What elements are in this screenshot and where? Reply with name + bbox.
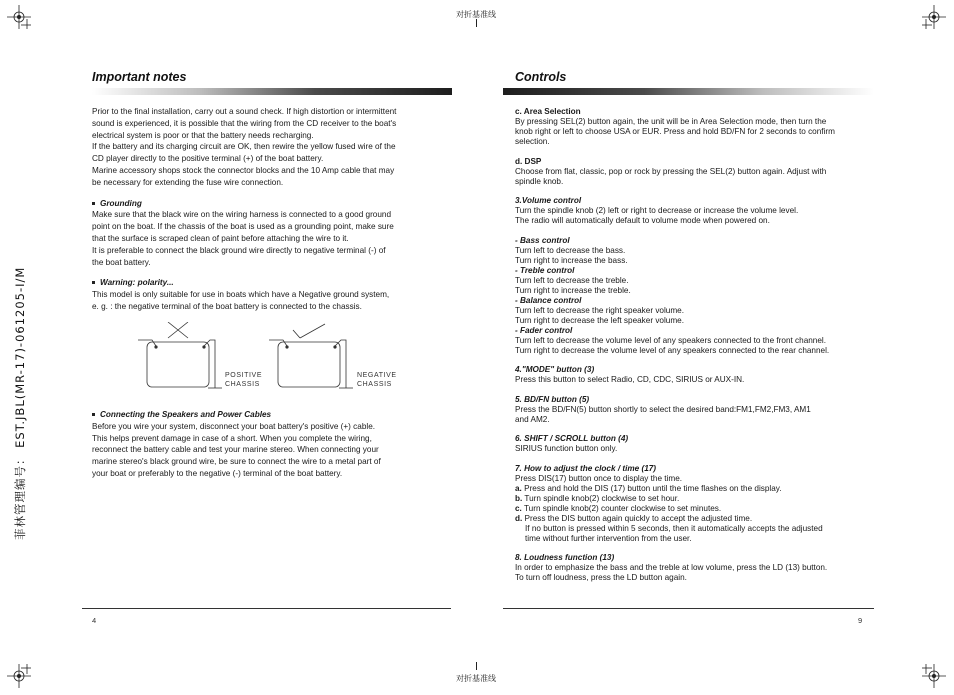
- treble-line: Turn left to decrease the treble.: [515, 275, 629, 285]
- dsp-line: spindle knob.: [515, 176, 564, 186]
- bdfn-button-title: 5. BD/FN button (5): [515, 394, 590, 404]
- left-page-heading: Important notes: [92, 70, 187, 84]
- clock-note-line: time without further intervention from the user.: [525, 533, 692, 543]
- balance-line: Turn left to decrease the right speaker volume.: [515, 305, 684, 315]
- speakers-line: reconnect the battery cable and test your marine stereo. When connecting your: [92, 445, 379, 455]
- left-footer-rule: [82, 608, 451, 609]
- speakers-line: Before you wire your system, disconnect your boat battery's positive (+) cable.: [92, 421, 376, 431]
- fold-line-label-bottom: 对折基准线: [456, 674, 496, 683]
- grounding-line: that the surface is scraped clean of paint before attaching the wire to it.: [92, 233, 349, 243]
- grounding-heading: [92, 198, 452, 210]
- right-heading-bar: [503, 88, 874, 95]
- fader-line: Turn right to decrease the volume level of any speakers connected to the rear channel.: [515, 345, 830, 355]
- right-page-body: [515, 107, 877, 583]
- area-line: selection.: [515, 137, 550, 146]
- right-page-number: 9: [858, 616, 863, 625]
- step-text: Press the DIS button again quickly to accept the adjusted time.: [522, 513, 753, 523]
- bdfn-line: and AM2.: [515, 414, 550, 424]
- registration-mark-top-right: [922, 5, 946, 29]
- area-selection-section: [515, 107, 877, 147]
- step-key: a.: [515, 483, 522, 493]
- speakers-line: marine stereo's black ground wire, be sure to connect the wire to a metal part of: [92, 457, 381, 467]
- intro-line: Prior to the final installation, carry out a sound check. If high distortion or intermittent: [92, 107, 397, 116]
- shift-section: [515, 434, 877, 454]
- right-page-heading: Controls: [515, 70, 567, 84]
- clock-note-line: If no button is pressed within 5 seconds, then it automatically accepts the adjusted: [525, 523, 823, 533]
- treble-line: Turn right to increase the treble.: [515, 285, 631, 295]
- volume-title: 3.Volume control: [515, 196, 582, 205]
- fold-tick-top: [476, 19, 477, 27]
- clock-title: 7. How to adjust the clock / time (17): [515, 463, 657, 473]
- grounding-line: Make sure that the black wire on the wiring harness is connected to a good ground: [92, 210, 392, 220]
- area-line: By pressing SEL(2) button again, the unit will be in Area Selection mode, then turn the: [515, 117, 827, 126]
- clock-step: [515, 514, 877, 524]
- bullet-icon: [92, 281, 95, 284]
- step-key: d.: [515, 513, 523, 523]
- warning-line: This model is only suitable for use in boats which have a Negative ground system,: [92, 290, 390, 300]
- volume-line: The radio will automatically default to volume mode when powered on.: [515, 216, 770, 225]
- intro-paragraph: [92, 106, 452, 189]
- bass-line: Turn left to decrease the bass.: [515, 245, 626, 255]
- speakers-title: Connecting the Speakers and Power Cables: [100, 410, 272, 419]
- step-key: b.: [515, 493, 523, 503]
- grounding-section: [92, 198, 452, 269]
- bass-line: Turn right to increase the bass.: [515, 255, 628, 265]
- warning-line: e. g. : the negative terminal of the boat battery is connected to the chassis.: [92, 301, 362, 311]
- dsp-title: d. DSP: [515, 156, 542, 166]
- bdfn-line: Press the BD/FN(5) button shortly to select the desired band:FM1,FM2,FM3, AM1: [515, 404, 811, 414]
- positive-chassis-label: [225, 371, 262, 389]
- grounding-line: point on the boat. If the chassis of the boat is used as a grounding point, make sure: [92, 222, 394, 232]
- right-footer-rule: [503, 608, 874, 609]
- left-page-body: [92, 106, 452, 313]
- bullet-icon: [92, 202, 95, 205]
- mode-line: Press this button to select Radio, CD, CDC, SIRIUS or AUX-IN.: [515, 375, 745, 384]
- intro-line: If the battery and its charging circuit are OK, then rewire the yellow fused wire of the: [92, 142, 396, 152]
- volume-section: [515, 196, 877, 226]
- clock-section: [515, 464, 877, 544]
- negative-chassis-label: [357, 371, 397, 389]
- speakers-line: your boat or preferably to the negative (-) terminal of the boat battery.: [92, 468, 343, 478]
- clock-step: [515, 494, 877, 504]
- speakers-line: This helps prevent damage in case of a short. When you complete the wiring,: [92, 433, 372, 443]
- warning-heading: [92, 277, 452, 289]
- film-management-number: 菲林管理编号： EST.JBL(MR-17)-061205-I/M: [13, 266, 27, 540]
- step-text: Turn spindle knob(2) counter clockwise to set minutes.: [521, 503, 722, 513]
- left-page-number: 4: [92, 616, 97, 625]
- speakers-heading: [92, 409, 452, 421]
- treble-control-title: - Treble control: [515, 265, 575, 275]
- loudness-line: In order to emphasize the bass and the treble at low volume, press the LD (13) button.: [515, 563, 828, 572]
- dsp-line: Choose from flat, classic, pop or rock by pressing the SEL(2) button again. Adjust with: [515, 166, 827, 176]
- area-line: knob right or left to choose USA or EUR. Press and hold BD/FN for 2 seconds to confirm: [515, 127, 835, 136]
- chassis-label-line: CHASSIS: [225, 381, 260, 388]
- speakers-section: [92, 409, 452, 480]
- fold-line-label-top: 对折基准线: [456, 10, 496, 19]
- chassis-label-line: CHASSIS: [357, 381, 392, 388]
- step-key: c.: [515, 503, 522, 513]
- left-heading-bar: [92, 88, 452, 95]
- bdfn-section: [515, 395, 877, 425]
- clock-intro: Press DIS(17) button once to display the time.: [515, 473, 683, 483]
- area-selection-title: c. Area Selection: [515, 107, 581, 116]
- bullet-icon: [92, 413, 95, 416]
- step-text: Press and hold the DIS (17) button until the time flashes on the display.: [521, 483, 782, 493]
- fader-line: Turn left to decrease the volume level of any speakers connected to the front channel.: [515, 335, 827, 345]
- shift-button-title: 6. SHIFT / SCROLL button (4): [515, 434, 629, 443]
- intro-line: be necessary for extending the fuse wire connection.: [92, 177, 284, 187]
- intro-line: Marine accessory shops stock the connector blocks and the 10 Amp cable that may: [92, 165, 395, 175]
- warning-title: Warning: polarity...: [100, 278, 174, 288]
- intro-line: CD player directly to the positive terminal (+) of the boat battery.: [92, 154, 324, 164]
- mode-section: [515, 365, 877, 385]
- registration-mark-top-left: [7, 5, 31, 29]
- registration-mark-bottom-right: [922, 664, 946, 688]
- negative-label-line: NEGATIVE: [357, 372, 397, 379]
- balance-control-title: - Balance control: [515, 295, 582, 305]
- loudness-line: To turn off loudness, press the LD button again.: [515, 573, 687, 582]
- fold-tick-bottom: [476, 662, 477, 670]
- mode-button-title: 4."MODE" button (3): [515, 365, 595, 374]
- polarity-diagram: [138, 322, 438, 392]
- warning-section: [92, 277, 452, 312]
- volume-line: Turn the spindle knob (2) left or right to decrease or increase the volume level.: [515, 206, 799, 215]
- intro-line: electrical system is poor or that the battery needs recharging.: [92, 130, 314, 140]
- loudness-title: 8. Loudness function (13): [515, 553, 615, 562]
- clock-step: [515, 504, 877, 514]
- grounding-line: the boat battery.: [92, 257, 151, 267]
- step-text: Turn spindle knob(2) clockwise to set hour.: [522, 493, 680, 503]
- registration-mark-bottom-left: [7, 664, 31, 688]
- grounding-line: It is preferable to connect the black ground wire directly to negative terminal (-) of: [92, 245, 386, 255]
- shift-line: SIRIUS function button only.: [515, 444, 618, 453]
- clock-step: [515, 484, 877, 494]
- dsp-section: [515, 157, 877, 187]
- fader-control-title: - Fader control: [515, 325, 573, 335]
- spine-label: [0, 260, 27, 550]
- tone-controls-section: [515, 236, 877, 356]
- balance-line: Turn right to decrease the left speaker volume.: [515, 315, 684, 325]
- loudness-section: [515, 553, 877, 583]
- grounding-title: Grounding: [100, 198, 142, 208]
- bass-control-title: - Bass control: [515, 235, 570, 245]
- positive-label-line: POSITIVE: [225, 372, 263, 379]
- intro-line: sound is experienced, it is possible that the wiring from the CD receiver to the boat's: [92, 118, 397, 128]
